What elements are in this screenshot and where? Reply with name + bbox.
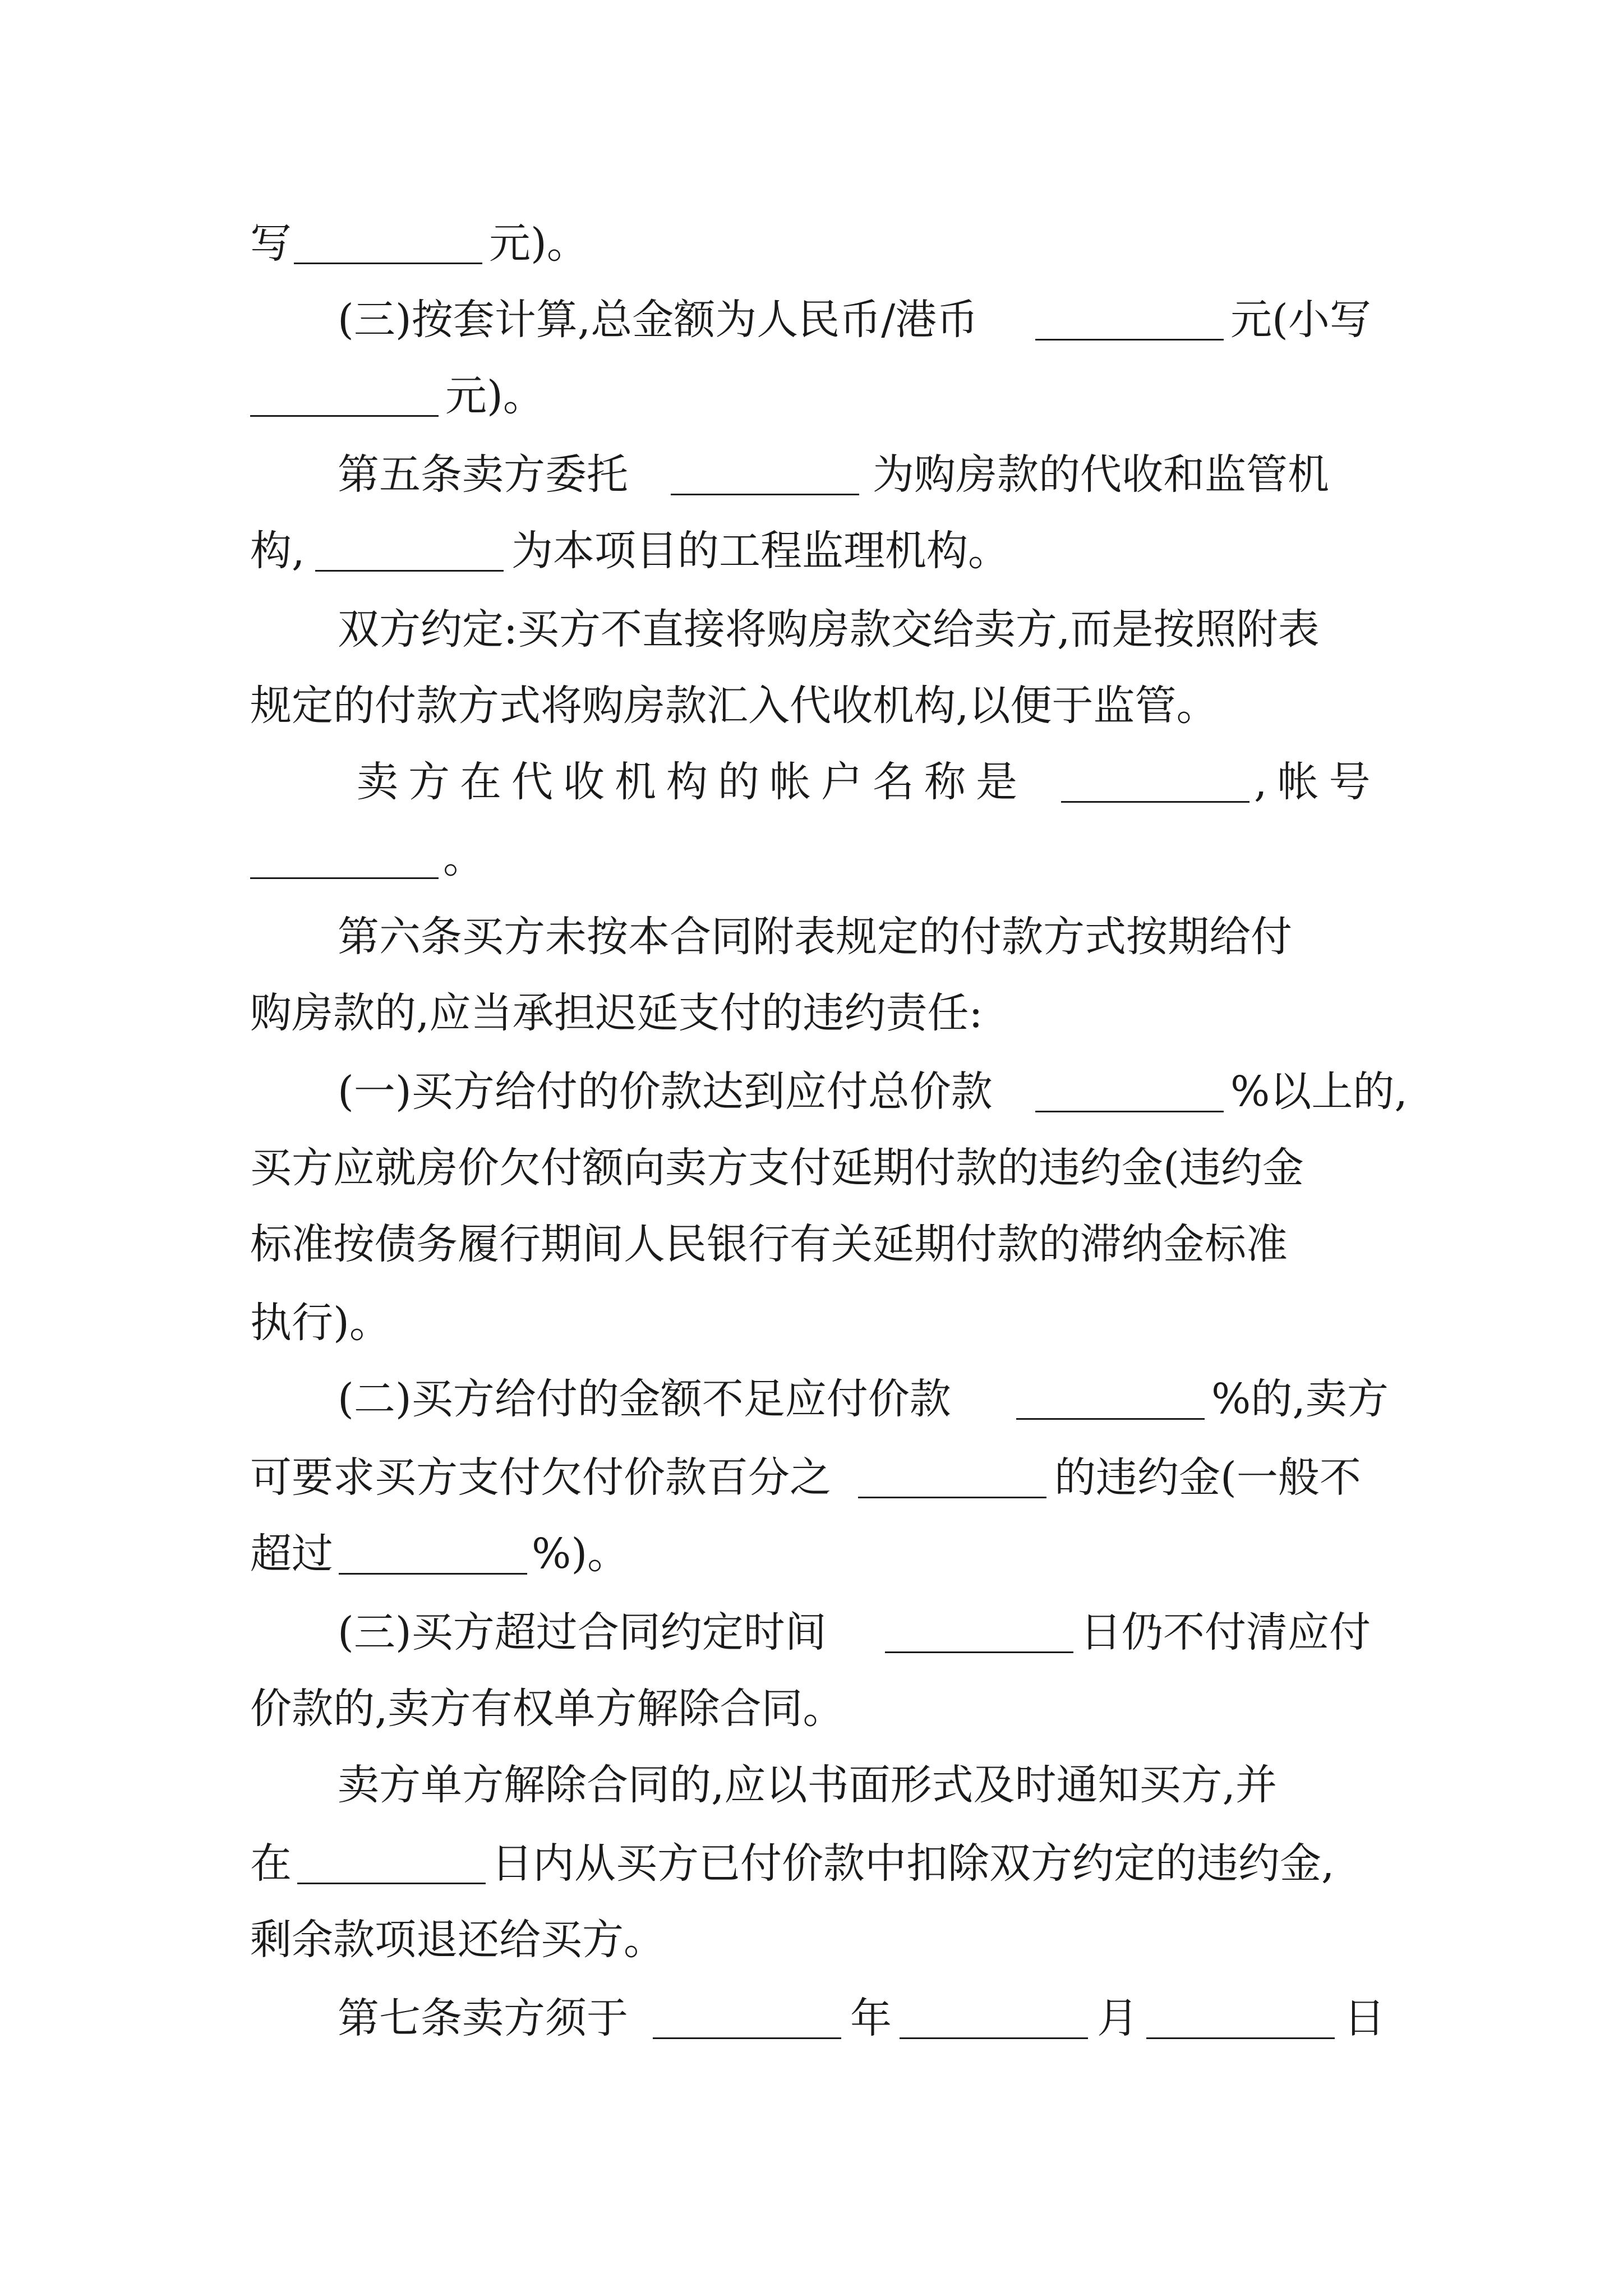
blank-field (339, 1573, 527, 1575)
text-line (0, 204, 1623, 283)
text-segment: 元(小写 (1230, 296, 1371, 344)
text-segment: 的违约金(一般不 (1054, 1453, 1361, 1502)
blank-field (250, 415, 439, 417)
text-line (0, 1515, 1623, 1593)
text-segment: 月 (1097, 1994, 1138, 2042)
text-line (0, 1052, 1623, 1131)
blank-field (294, 263, 482, 264)
blank-field (250, 877, 439, 879)
text-line (0, 1438, 1623, 1517)
text-segment: 规定的付款方式将购房款汇入代收机构,以便于监管。 (250, 682, 1218, 730)
blank-field (885, 1651, 1073, 1653)
blank-field (1016, 1418, 1205, 1420)
text-segment: 日 (1344, 1994, 1385, 2042)
text-line (0, 280, 1623, 359)
text-segment: 卖方在代收机构的帐户名称是 (357, 758, 1027, 806)
text-line (0, 1360, 1623, 1438)
text-line (0, 1824, 1623, 1903)
text-segment: (三)买方超过合同约定时间 (338, 1608, 827, 1657)
text-line (0, 1283, 1623, 1362)
text-line (0, 1669, 1623, 1748)
blank-field (297, 1883, 486, 1884)
text-segment: 第六条买方未按本合同附表规定的付款方式按期给付 (338, 913, 1292, 961)
blank-field (1061, 801, 1249, 803)
text-line (0, 435, 1623, 514)
text-line (0, 590, 1623, 669)
blank-field (900, 2037, 1088, 2039)
text-line (0, 974, 1623, 1052)
text-line (0, 819, 1623, 898)
text-segment: 年 (850, 1994, 892, 2042)
text-segment: 日仍不付清应付 (1080, 1608, 1371, 1657)
text-segment: %以上的, (1230, 1068, 1408, 1116)
blank-field (1146, 2037, 1335, 2039)
text-segment: (二)买方给付的金额不足应付价款 (338, 1375, 951, 1423)
text-segment: 标准按债务履行期间人民银行有关延期付款的滞纳金标准 (250, 1220, 1288, 1268)
text-segment: 为本项目的工程监理机构。 (511, 527, 1009, 575)
text-line (0, 666, 1623, 745)
text-line (0, 512, 1623, 590)
text-segment: 日内从买方已付价款中扣除双方约定的违约金, (491, 1839, 1335, 1888)
text-segment: ,帐号 (1254, 758, 1381, 806)
text-segment: 购房款的,应当承担迟延支付的违约责任: (250, 989, 983, 1037)
text-line (0, 898, 1623, 976)
blank-field (858, 1497, 1046, 1498)
text-segment: 可要求买方支付欠付价款百分之 (250, 1453, 831, 1502)
text-segment: (三)按套计算,总金额为人民币/港币 (338, 296, 979, 344)
text-line (0, 1593, 1623, 1672)
text-line (0, 1129, 1623, 1207)
text-line (0, 1746, 1623, 1824)
text-line (0, 743, 1623, 821)
text-segment: 第七条卖方须于 (338, 1994, 628, 2042)
blank-field (1035, 1111, 1224, 1112)
text-segment: 卖方单方解除合同的,应以书面形式及时通知买方,并 (338, 1761, 1278, 1809)
text-segment: 写 (250, 219, 292, 268)
blank-field (315, 570, 504, 572)
text-segment: 元)。 (489, 219, 588, 268)
text-segment: (一)买方给付的价款达到应付总价款 (338, 1068, 993, 1116)
text-segment: %的,卖方 (1211, 1375, 1389, 1423)
text-segment: 超过 (250, 1530, 333, 1578)
text-segment: 买方应就房价欠付额向卖方支付延期付款的违约金(违约金 (250, 1144, 1304, 1192)
text-segment: 元)。 (445, 372, 545, 420)
text-line (0, 1205, 1623, 1283)
text-segment: 。 (443, 834, 485, 882)
blank-field (1035, 339, 1224, 341)
text-segment: 构, (250, 527, 305, 575)
text-segment: 双方约定:买方不直接将购房款交给卖方,而是按照附表 (338, 605, 1320, 654)
text-segment: 为购房款的代收和监管机 (873, 450, 1329, 499)
text-segment: 执行)。 (250, 1299, 391, 1347)
text-line (0, 1901, 1623, 1979)
text-segment: 剩余款项退还给买方。 (250, 1916, 665, 1964)
text-segment: 价款的,卖方有权单方解除合同。 (250, 1685, 845, 1733)
text-segment: 第五条卖方委托 (338, 450, 628, 499)
text-line (0, 1979, 1623, 2058)
blank-field (653, 2037, 841, 2039)
text-segment: 在 (250, 1839, 292, 1888)
text-line (0, 357, 1623, 435)
text-segment: %)。 (532, 1530, 629, 1578)
blank-field (671, 494, 859, 495)
